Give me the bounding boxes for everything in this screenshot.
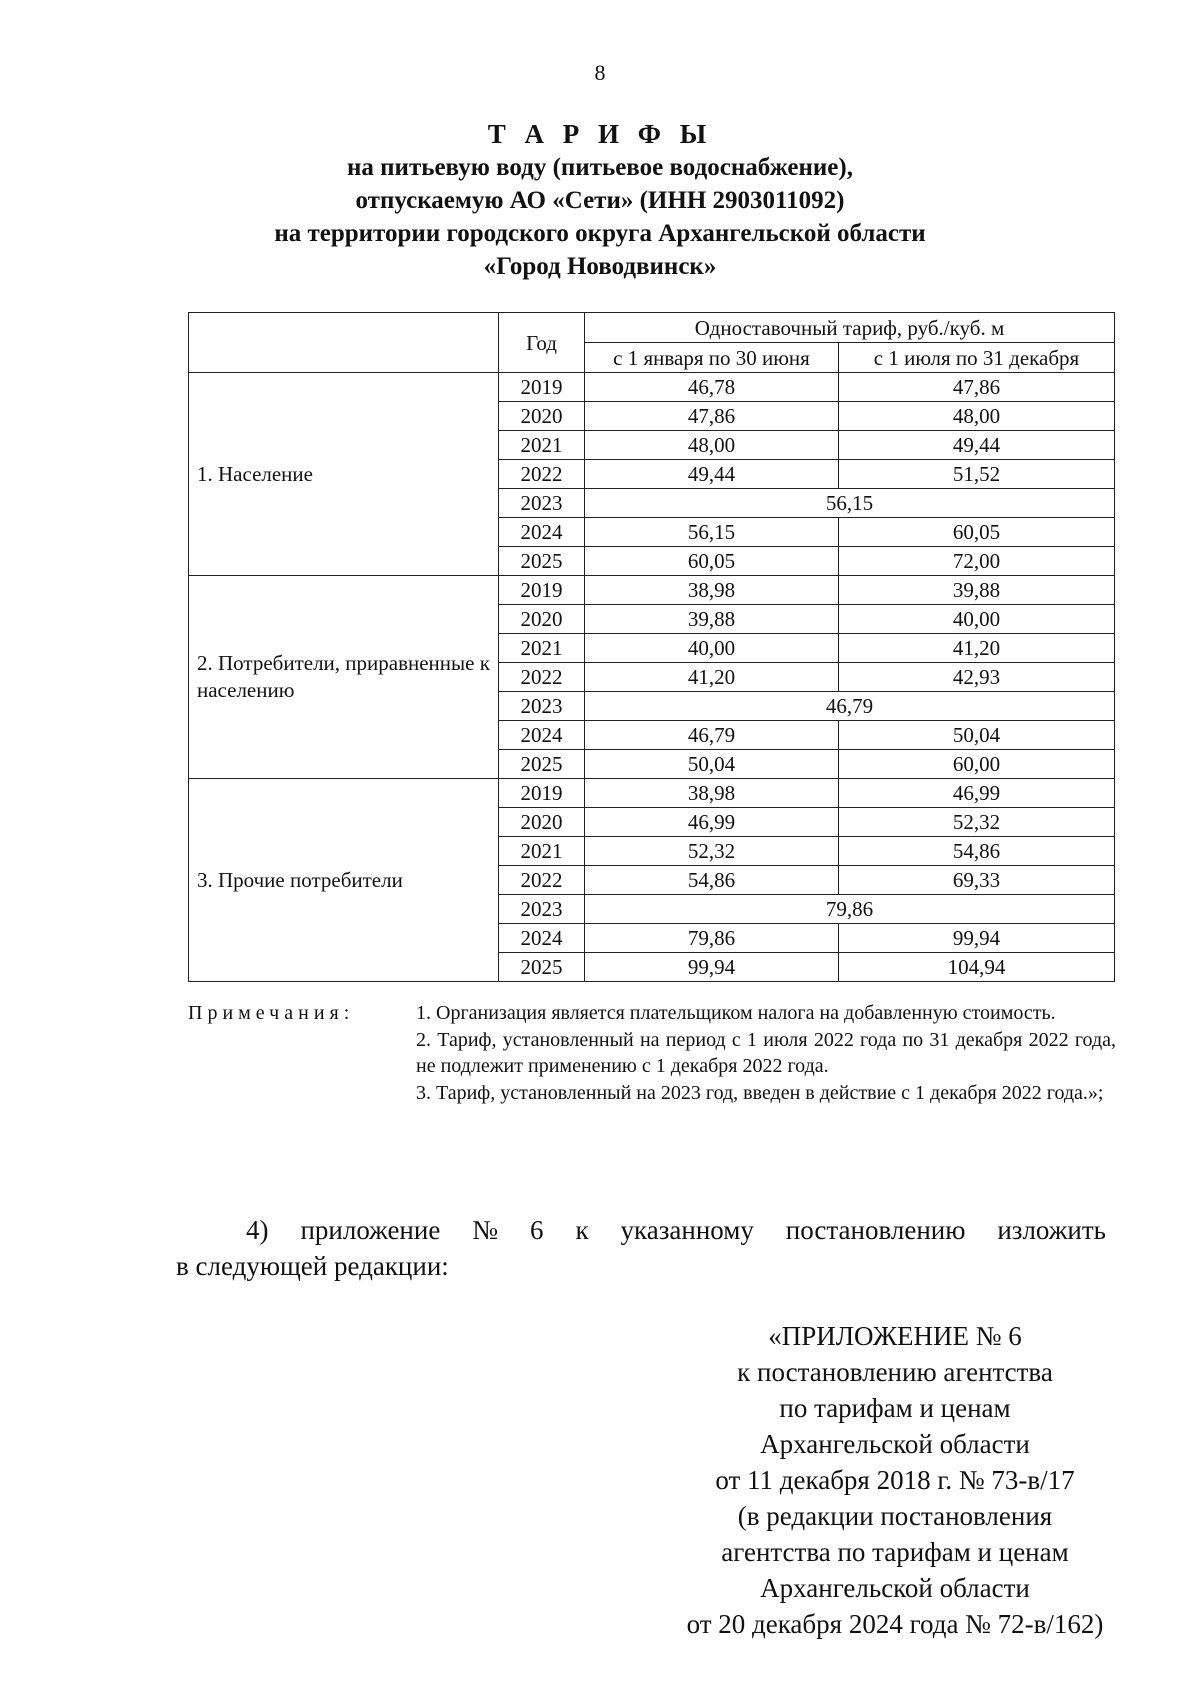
title-line: на питьевую воду (питьевое водоснабжение), [347,154,853,181]
appendix-line: по тарифам и ценам [779,1393,1011,1423]
year-cell: 2021 [499,431,585,460]
appendix-line: Архангельской области [760,1573,1030,1603]
year-cell: 2021 [499,837,585,866]
year-cell: 2020 [499,605,585,634]
notes-label: Примечания: [188,1002,355,1024]
second-half-tariff-cell: 47,86 [839,373,1115,402]
second-half-tariff-cell: 41,20 [839,634,1115,663]
first-half-tariff-cell: 46,78 [585,373,839,402]
note-item: 3. Тариф, установленный на 2023 год, введен в действие с 1 декабря 2022 года.»; [416,1082,1104,1104]
first-half-tariff-cell: 50,04 [585,750,839,779]
paragraph-word: изложить [997,1215,1106,1245]
page-number: 8 [594,60,606,85]
year-cell: 2020 [499,808,585,837]
paragraph-word: постановлению [785,1215,966,1245]
table-row [189,576,1115,605]
title-line: на территории городского округа Архангельской области [274,220,926,247]
annual-tariff-cell: 46,79 [585,692,1115,721]
second-half-tariff-cell: 49,44 [839,431,1115,460]
year-cell: 2023 [499,692,585,721]
paragraph-word: 6 [530,1215,544,1245]
title-heading: Т А Р И Ф Ы [487,119,713,149]
consumer-group-label: 2. Потребители, приравненные к населению [189,576,499,779]
year-cell: 2024 [499,924,585,953]
title-line: «Город Новодвинск» [483,253,717,280]
appendix-line: от 11 декабря 2018 г. № 73-в/17 [715,1465,1075,1495]
first-half-tariff-cell: 79,86 [585,924,839,953]
header-year: Год [499,313,585,373]
second-half-tariff-cell: 40,00 [839,605,1115,634]
consumer-group-label: 1. Население [189,373,499,576]
first-half-tariff-cell: 39,88 [585,605,839,634]
year-cell: 2020 [499,402,585,431]
first-half-tariff-cell: 40,00 [585,634,839,663]
table-row [189,373,1115,402]
year-cell: 2021 [499,634,585,663]
appendix-line: Архангельской области [760,1429,1030,1459]
first-half-tariff-cell: 49,44 [585,460,839,489]
paragraph-word: указанному [620,1215,754,1245]
first-half-tariff-cell: 46,99 [585,808,839,837]
second-half-tariff-cell: 48,00 [839,402,1115,431]
appendix-header [660,1318,1130,1642]
second-half-tariff-cell: 69,33 [839,866,1115,895]
table-body [189,373,1115,982]
first-half-tariff-cell: 54,86 [585,866,839,895]
first-half-tariff-cell: 47,86 [585,402,839,431]
first-half-tariff-cell: 41,20 [585,663,839,692]
year-cell: 2019 [499,576,585,605]
second-half-tariff-cell: 39,88 [839,576,1115,605]
year-cell: 2025 [499,547,585,576]
year-cell: 2022 [499,460,585,489]
notes-section [188,1000,1116,1107]
year-cell: 2024 [499,721,585,750]
second-half-tariff-cell: 42,93 [839,663,1115,692]
year-cell: 2022 [499,866,585,895]
consumer-group-label: 3. Прочие потребители [189,779,499,982]
paragraph-word: к [575,1215,589,1245]
paragraph-word: № [472,1215,499,1245]
second-half-tariff-cell: 51,52 [839,460,1115,489]
annual-tariff-cell: 79,86 [585,895,1115,924]
document-title [0,118,1200,283]
year-cell: 2019 [499,373,585,402]
year-cell: 2023 [499,489,585,518]
first-half-tariff-cell: 52,32 [585,837,839,866]
second-half-tariff-cell: 60,05 [839,518,1115,547]
second-half-tariff-cell: 52,32 [839,808,1115,837]
notes-list [416,1000,1116,1106]
paragraph-line [176,1212,1106,1248]
second-half-tariff-cell: 54,86 [839,837,1115,866]
appendix-line: к постановлению агентства [737,1357,1053,1387]
tariff-table [188,312,1115,982]
note-item: 1. Организация является плательщиком налога на добавленную стоимость. [416,1002,1056,1024]
first-half-tariff-cell: 38,98 [585,779,839,808]
year-cell: 2019 [499,779,585,808]
second-half-tariff-cell: 60,00 [839,750,1115,779]
year-cell: 2025 [499,953,585,982]
annual-tariff-cell: 56,15 [585,489,1115,518]
table-header-row [189,313,1115,343]
second-half-tariff-cell: 46,99 [839,779,1115,808]
title-line: отпускаемую АО «Сети» (ИНН 2903011092) [355,187,845,214]
second-half-tariff-cell: 99,94 [839,924,1115,953]
second-half-tariff-cell: 72,00 [839,547,1115,576]
second-half-tariff-cell: 50,04 [839,721,1115,750]
note-item: 2. Тариф, установленный на период с 1 июля 2022 года по 31 декабря 2022 года, не подлежит применению с 1 декабря 2022 года. [416,1029,1116,1077]
first-half-tariff-cell: 56,15 [585,518,839,547]
paragraph-word: приложение [300,1215,441,1245]
header-second-half: с 1 июля по 31 декабря [839,343,1115,373]
appendix-line: агентства по тарифам и ценам [721,1537,1069,1567]
second-half-tariff-cell: 104,94 [839,953,1115,982]
year-cell: 2023 [499,895,585,924]
table-row [189,779,1115,808]
first-half-tariff-cell: 46,79 [585,721,839,750]
header-empty-cell [189,313,499,373]
appendix-line: «ПРИЛОЖЕНИЕ № 6 [768,1321,1022,1351]
paragraph-line: в следующей редакции: [176,1251,449,1281]
year-cell: 2025 [499,750,585,779]
year-cell: 2022 [499,663,585,692]
paragraph-word: 4) [246,1215,269,1245]
appendix-line: от 20 декабря 2024 года № 72-в/162) [686,1609,1104,1639]
appendix-line: (в редакции постановления [737,1501,1053,1531]
header-first-half: с 1 января по 30 июня [585,343,839,373]
first-half-tariff-cell: 99,94 [585,953,839,982]
first-half-tariff-cell: 48,00 [585,431,839,460]
amendment-paragraph [176,1212,1106,1284]
first-half-tariff-cell: 60,05 [585,547,839,576]
header-tariff: Одноставочный тариф, руб./куб. м [585,313,1115,343]
first-half-tariff-cell: 38,98 [585,576,839,605]
year-cell: 2024 [499,518,585,547]
